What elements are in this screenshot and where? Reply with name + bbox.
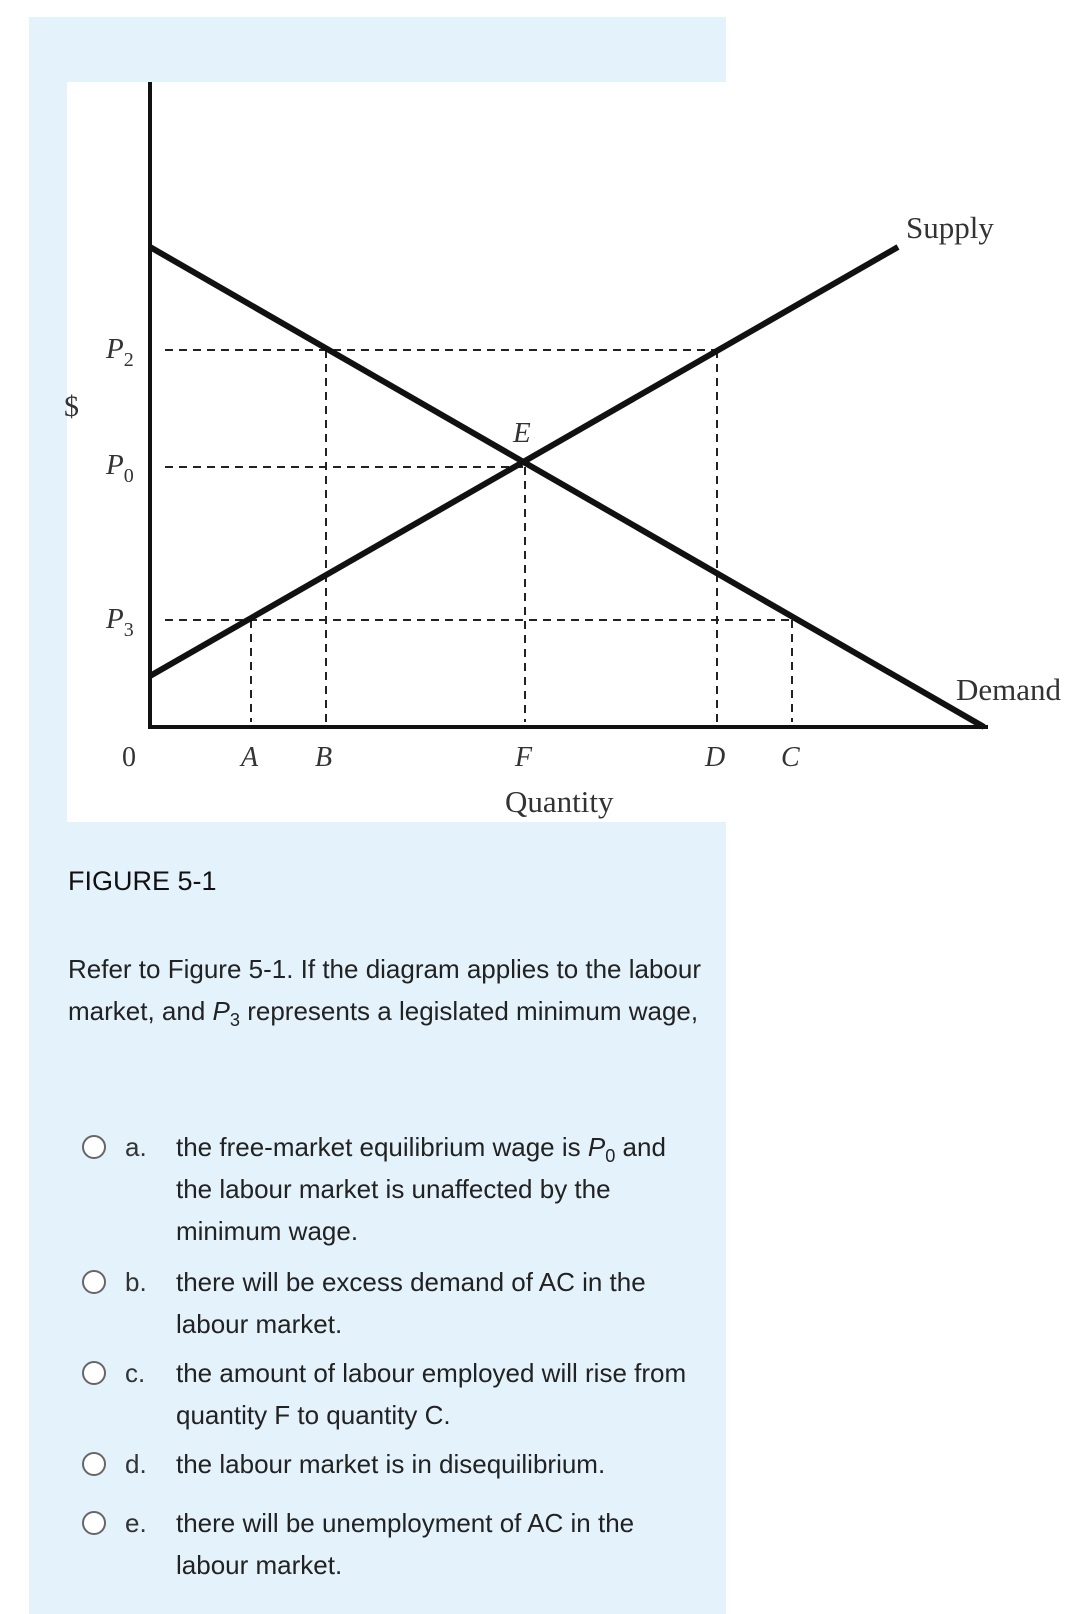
p0-label: $P_0$	[106, 449, 134, 487]
question-variable-subscript: 3	[229, 1010, 240, 1031]
option-c-radio[interactable]	[82, 1361, 106, 1385]
option-e-text: there will be unemployment of AC in the labour market.	[176, 1508, 635, 1580]
option-c-letter: c.	[125, 1358, 146, 1388]
quantity-f-label: F	[515, 742, 533, 773]
option-b-letter: b.	[125, 1267, 147, 1297]
option-a-letter: a.	[125, 1132, 147, 1162]
option-b-text: there will be excess demand of AC in the labour market.	[176, 1267, 646, 1339]
option-a-radio[interactable]	[82, 1135, 106, 1159]
quantity-b-label: B	[315, 742, 333, 773]
question-variable: P	[212, 996, 230, 1026]
option-d-text: the labour market is in disequilibrium.	[176, 1449, 606, 1479]
diagram-background	[67, 82, 1080, 822]
question-text	[68, 948, 708, 1032]
option-e-radio[interactable]	[82, 1511, 106, 1535]
question-text-part1: Refer to Figure 5-1. If the diagram applies to the labour market, and	[68, 954, 702, 1026]
option-b-radio[interactable]	[82, 1270, 106, 1294]
p2-label: $P_2$	[106, 333, 134, 371]
question-text-part2: represents a legislated minimum wage,	[239, 996, 699, 1026]
figure-caption: FIGURE 5-1	[68, 866, 217, 896]
p3-label: $P_3$	[106, 603, 134, 641]
quantity-d-label: D	[705, 742, 726, 773]
option-d-letter: d.	[125, 1449, 147, 1479]
origin-label: 0	[122, 742, 136, 773]
demand-label: Demand	[956, 672, 1062, 707]
option-c-text: the amount of labour employed will rise from quantity F to quantity C.	[176, 1358, 687, 1430]
quantity-c-label: C	[781, 742, 800, 773]
x-axis-title: Quantity	[505, 784, 614, 819]
option-d-radio[interactable]	[82, 1452, 106, 1476]
option-e-letter: e.	[125, 1508, 147, 1538]
supply-label: Supply	[906, 210, 994, 245]
equilibrium-label: E	[513, 417, 531, 449]
quantity-a-label: A	[241, 742, 259, 773]
option-a-text: the free-market equilibrium wage is $P_0$ and the labour market is unaffected by the minimum wage.	[176, 1132, 666, 1246]
currency-label: $	[64, 390, 79, 423]
